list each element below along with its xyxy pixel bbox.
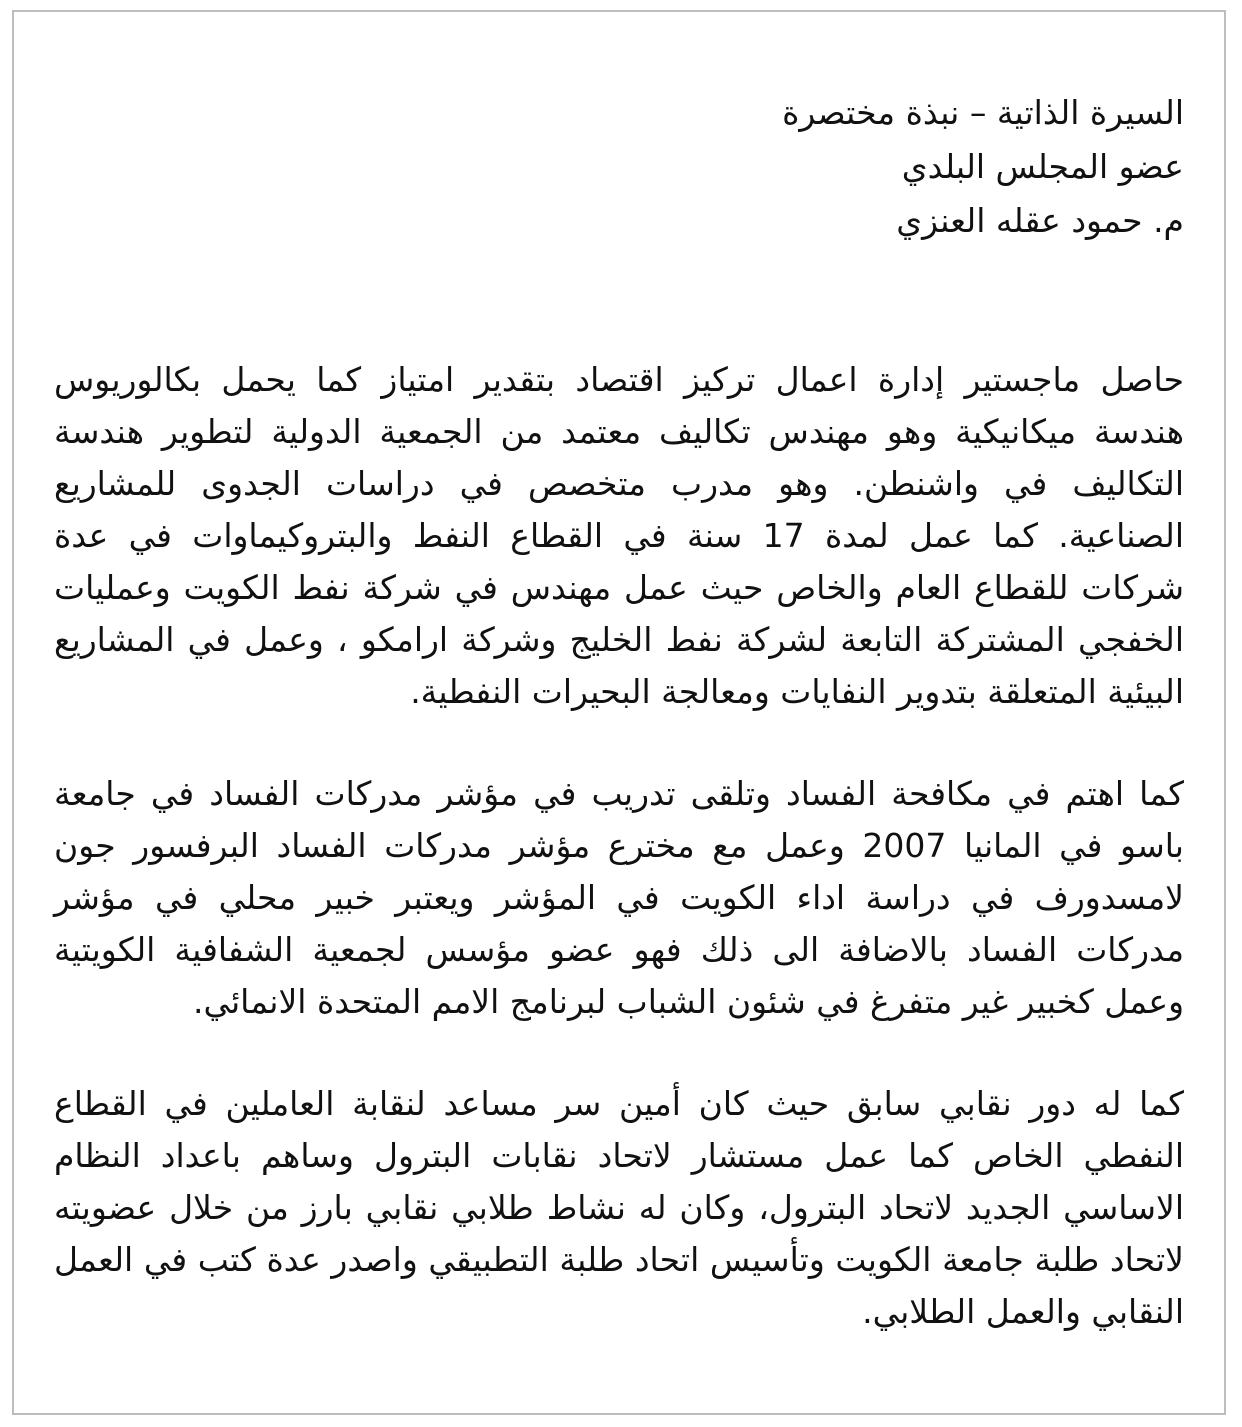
document-page: [12, 10, 1226, 1415]
paragraph-union-role: كما له دور نقابي سابق حيث كان أمين سر مساعد لنقابة العاملين في القطاع النفطي الخاص كما عمل مستشار لاتحاد نقابات البترول وساهم باعداد النظام الاساسي الجديد لاتحاد البترول، وكان له نشاط طلابي نقابي بارز من خلال عضويته لاتحاد طلبة جامعة الكويت وتأسيس اتحاد طلبة التطبيقي واصدر عدة كتب في العمل النقابي والعمل الطلابي.: [54, 1084, 1184, 1331]
document-content: [54, 86, 1184, 1388]
spacer: [54, 248, 1184, 354]
paragraph-anti-corruption: كما اهتم في مكافحة الفساد وتلقى تدريب في مؤشر مدركات الفساد في جامعة باسو في المانيا 2007 وعمل مع مخترع مؤشر مدركات الفساد البرفسور جون لامسدورف في دراسة اداء الكويت في المؤشر ويعتبر خبير محلي في مؤشر مدركات الفساد بالاضافة الى ذلك فهو عضو مؤسس لجمعية الشفافية الكويتية وعمل كخبير غير متفرغ في شئون الشباب لبرنامج الامم المتحدة الانمائي.: [54, 774, 1184, 1021]
paragraph-education-career: حاصل ماجستير إدارة اعمال تركيز اقتصاد بتقدير امتياز كما يحمل بكالوريوس هندسة ميكانيكية وهو مهندس تكاليف معتمد من الجمعية الدولية لتطوير هندسة التكاليف في واشنطن. وهو مدرب متخصص في دراسات الجدوى للمشاريع الصناعية. كما عمل لمدة 17 سنة في القطاع النفط والبتروكيماوات في عدة شركات للقطاع العام والخاص حيث عمل مهندس في شركة نفط الكويت وعمليات الخفجي المشتركة التابعة لشركة نفط الخليج وشركة ارامكو ، وعمل في المشاريع البيئية المتعلقة بتدوير النفايات ومعالجة البحيرات النفطية.: [54, 360, 1184, 711]
person-name: م. حمود عقله العنزي: [896, 201, 1184, 240]
position-title: عضو المجلس البلدي: [901, 147, 1184, 186]
document-title: السيرة الذاتية – نبذة مختصرة: [782, 93, 1184, 132]
